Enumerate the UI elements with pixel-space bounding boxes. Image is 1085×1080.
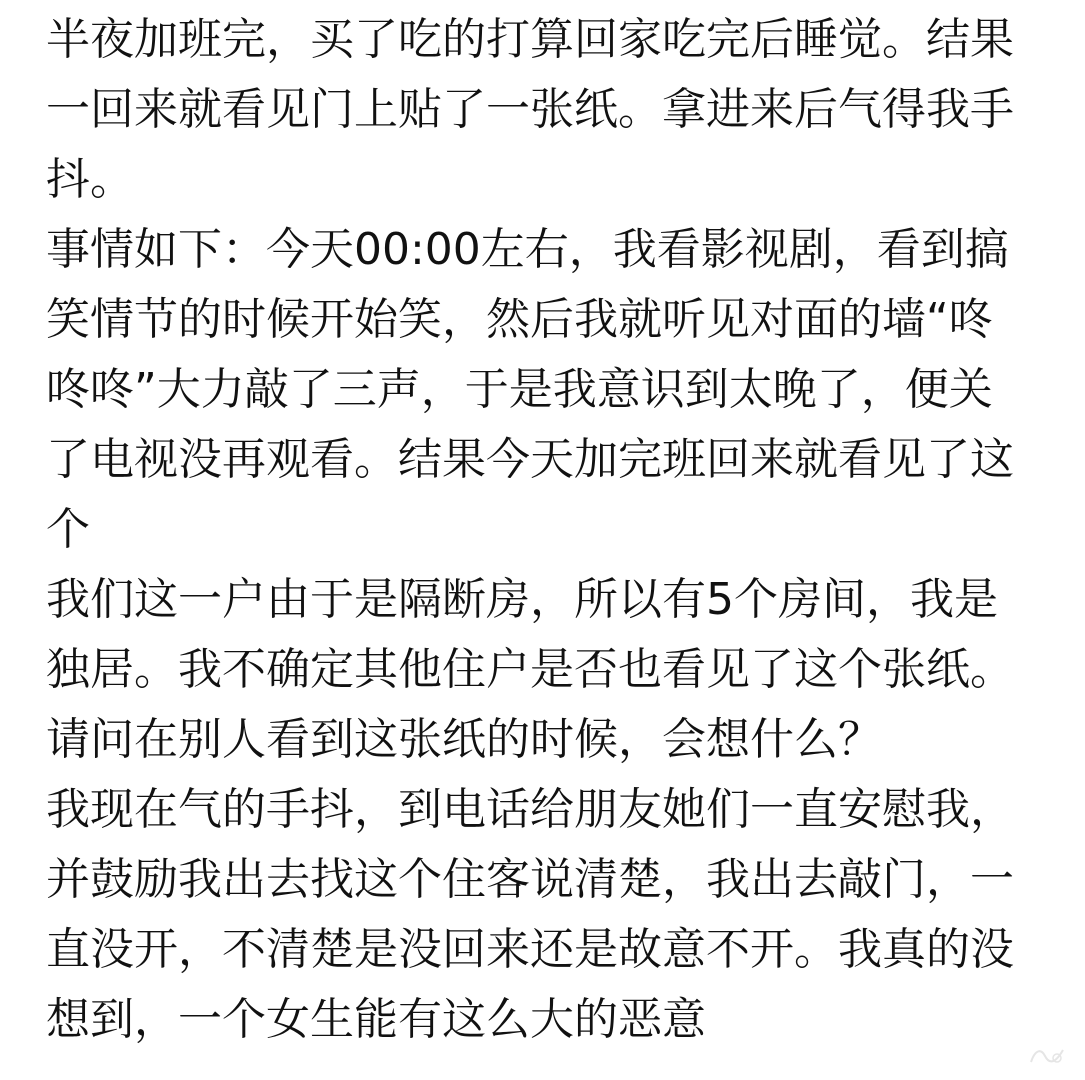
- post-line: 请问在别人看到这张纸的时候，会想什么？: [46, 714, 882, 765]
- post-line: 想到，一个女生能有这么大的恶意: [46, 994, 706, 1045]
- post-line: 个: [46, 504, 90, 555]
- post-line: 我现在气的手抖，到电话给朋友她们一直安慰我，: [46, 784, 1014, 835]
- post-line: 事情如下：今天00:00左右，我看影视剧，看到搞: [46, 224, 1009, 275]
- post-line: 半夜加班完，买了吃的打算回家吃完后睡觉。结果: [46, 14, 1014, 65]
- post-line: 了电视没再观看。结果今天加完班回来就看见了这: [46, 434, 1014, 485]
- post-line: 咚咚”大力敲了三声，于是我意识到太晚了，便关: [46, 364, 993, 415]
- post-line: 抖。: [46, 154, 134, 205]
- post-line: 笑情节的时候开始笑，然后我就听见对面的墙“咚: [46, 294, 993, 345]
- post-line: 直没开，不清楚是没回来还是故意不开。我真的没: [46, 924, 1014, 975]
- post-line: 独居。我不确定其他住户是否也看见了这个张纸。: [46, 644, 1014, 695]
- post-line: 并鼓励我出去找这个住客说清楚，我出去敲门，一: [46, 854, 1014, 905]
- post-line: 一回来就看见门上贴了一张纸。拿进来后气得我手: [46, 84, 1014, 135]
- post-line: 我们这一户由于是隔断房，所以有5个房间，我是: [46, 574, 998, 625]
- watermark-icon: [1027, 1042, 1067, 1068]
